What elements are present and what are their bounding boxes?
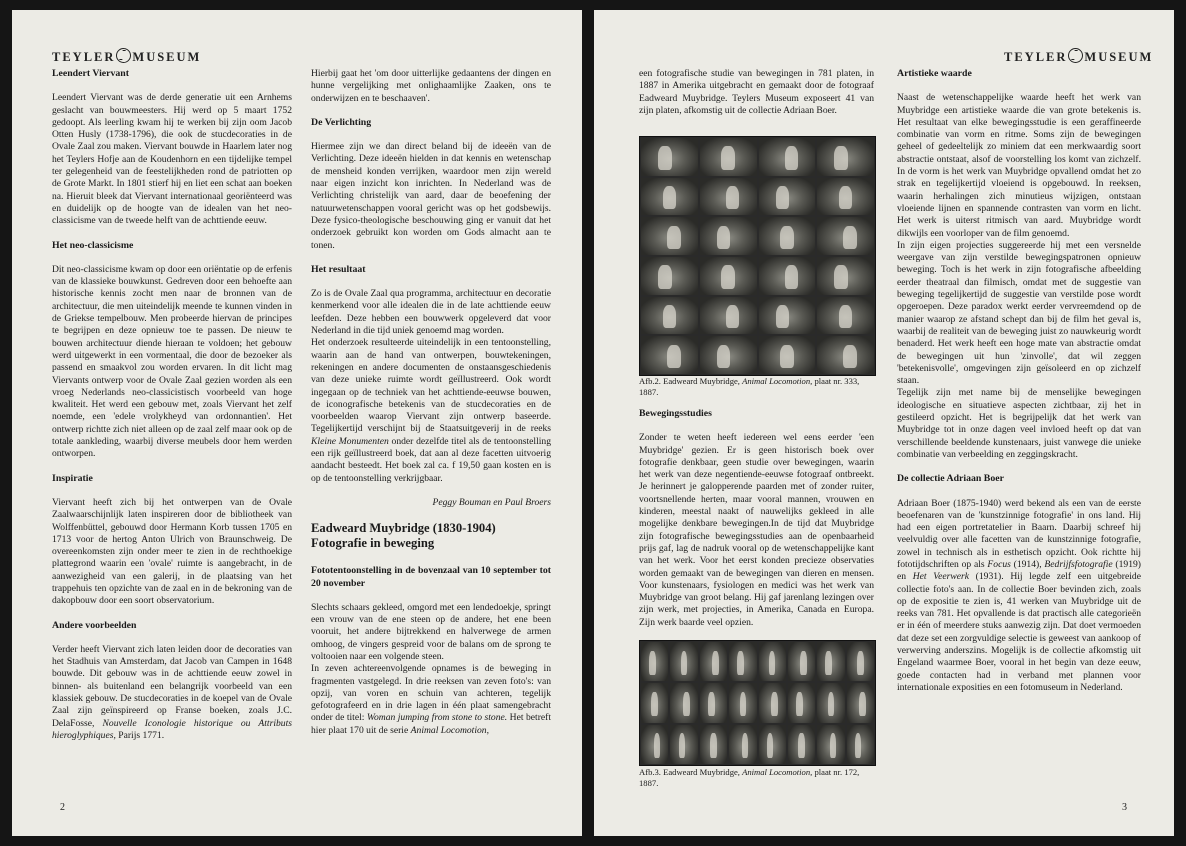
- figure-silhouette: [776, 305, 790, 328]
- masthead-left-word: TEYLER: [1004, 50, 1068, 64]
- left-column-2: [311, 68, 551, 749]
- figure-silhouette: [667, 345, 681, 368]
- photo-frame: [641, 257, 698, 295]
- text-run: (1914),: [1013, 558, 1042, 570]
- photo-frame: [700, 178, 757, 216]
- photo-frame: [759, 257, 816, 295]
- text-run: Het onderzoek resulteerde uiteindelijk in een tentoonstelling, waarin aan de hand van ontwerpen, bouwtekeningen, rekeningen en andere documenten de onstaansgeschiedenis van deze unieke ruimte wordt geïllustreerd. Ook wordt ingegaan op de techniek van het achttiende-eeuwse bouwen, de iconografische betekenis van de stucdecoraties en de voorbeelden waarop Viervant zijn ontwerp baseerde. Tegelijkertijd verschijnt bij de Staatsuitgeverij in de reeks: [311, 337, 551, 435]
- left-page: [12, 10, 582, 836]
- italic-title: Focus: [987, 558, 1011, 570]
- photo-frame: [641, 642, 668, 681]
- article-title: Eadweard Muybridge (1830-1904) Fotografie in beweging: [311, 521, 496, 551]
- figure-silhouette: [769, 651, 776, 675]
- figure-silhouette: [780, 345, 794, 368]
- figure-silhouette: [721, 265, 735, 288]
- page-number: 3: [1122, 802, 1127, 813]
- figure-silhouette: [825, 651, 832, 675]
- figure-silhouette: [726, 305, 740, 328]
- muybridge-photo-plate-172: [639, 640, 876, 766]
- figure-silhouette: [654, 733, 661, 757]
- exhibition-subtitle: Fototentoonstelling in de bovenzaal van 10 september tot 20 november: [311, 565, 551, 589]
- photo-frame: [817, 257, 874, 295]
- figure-silhouette: [717, 226, 731, 249]
- figure-silhouette: [839, 305, 853, 328]
- photo-frame: [700, 217, 757, 255]
- masthead-logo: [1004, 48, 1153, 65]
- paragraph-inspiratie: Viervant heeft zich bij het ontwerpen van de Ovale Zaalwaarschijnlijk laten inspireren door de bibliotheek van Wolffenbüttel, gebouwd door Hermann Korb tussen 1705 en 1713 voor de hertog Anton Ulrich von Braunschweig. De overeenkomsten zijn onder meer te zien in de rechthoekige plattegrond waarin een 'ovale' ruimte is aangebracht, in de aanwezigheid van een galerij, in de plaatsing van het trappehuis ten opzichte van de zaal en in de bekroning van de dakopbouw door een soort observatorium.: [52, 496, 292, 607]
- paragraph-collectie-boer: [897, 498, 1141, 695]
- photo-frame: [788, 642, 815, 681]
- figure-silhouette: [667, 226, 681, 249]
- photo-frame: [670, 725, 697, 764]
- photo-frame: [817, 642, 844, 681]
- text-run: In zeven achtereenvolgende opnames is de beweging in fragmenten vastgelegd. In drie reeksen van zeven foto's: van opzij, van voren en schuin van achteren, tegelijk gefotografeerd en in drie lagen in één plaat samengebracht onder de titel:: [311, 663, 551, 724]
- figure-silhouette: [663, 305, 677, 328]
- figure-silhouette: [855, 733, 862, 757]
- figure-silhouette: [798, 733, 805, 757]
- paragraph-muybridge-2: [311, 663, 551, 737]
- paragraph-intro: een fotografische studie van bewegingen in 781 platen, in 1887 in Amerika uitgebracht en gemaakt door de fotograaf Eadweard Muybridge. Teylers Museum exposeert 41 van zijn platen, afkomstig uit de collectie Adriaan Boer.: [639, 68, 874, 116]
- text-run: Adriaan Boer (1875-1940) werd bekend als een van de eerste beoefenaren van de 'kunstzinnige fotografie' in ons land. Hij had een eigen portretatelier in Baarn. Daarbij schreef hij veelvuldig over alle facetten van de kunstzinnige fotografie, zowel in technisch als in esthetisch opzicht. Ook richtte hij fototijdschriften op als: [897, 497, 1141, 570]
- photo-frame: [847, 683, 874, 722]
- paragraph-neo-classicisme: Dit neo-classicisme kwam op door een oriëntatie op de erfenis van de klassieke bouwkunst. Gedreven door een behoefte aan historische kennis zocht men naar de bronnen van de architectuur, die men uiteindelijk meende te kunnen vinden in de Griekse tempelbouw. Men probeerde hiervan de principes te begrijpen en deze opnieuw toe te passen. De nieuw te bouwen architectuur diende hieraan te voldoen; het gebouw werd uitgewerkt in een vormentaal, die door de bezoeker als passend en smaakvol zou worden ervaren. In dit licht mag Viervants ontwerp voor de Ovale Zaal gezien worden als een vroeg Nederlands neo-classicistisch voorbeeld van hoge kwaliteit. Het werd een gebouw met, zoals Viervant het zelf noemde, een 'edele vrolykheyd van ordonnantien'. Het ontwerp richtte zich niet alleen op de zaal zelf maar ook op de totale aankleding, waarbij diverse meubels door hem werden ontworpen.: [52, 263, 292, 460]
- figure-silhouette: [726, 186, 740, 209]
- photo-frame: [700, 257, 757, 295]
- figure-silhouette: [679, 733, 686, 757]
- photo-frame: [847, 642, 874, 681]
- right-page: [594, 10, 1174, 836]
- figure-silhouette: [843, 345, 857, 368]
- paragraph-continued: Hierbij gaat het 'om door uitterlijke gedaantens der dingen en hunne vergelijking met onlighaamlijke Zaaken, ons te onderwijzen en te beschaaven'.: [311, 68, 551, 104]
- photo-frame: [641, 297, 698, 335]
- text-run: Afb.2. Eadweard Muybridge,: [639, 376, 740, 386]
- heading-viervant: Leendert Viervant: [52, 68, 129, 79]
- photo-frame: [641, 217, 698, 255]
- italic-title: Het Veerwerk: [912, 571, 969, 583]
- text-run: Verder heeft Viervant zich laten leiden door de decoraties van het Stadhuis van Amsterdam, dat Jacob van Campen in 1648 bouwde. Dit gebouw was in de achttiende eeuw zowel in binnen- als buitenland een belangrijk voorbeeld van een klassiek gebouw. De stucdecoraties in de koepel van de Ovale Zaal zijn geïnspireerd op Franse boeken, zoals J.C. DelaFosse,: [52, 643, 292, 729]
- figure-silhouette: [857, 651, 864, 675]
- photo-frame: [788, 683, 815, 722]
- heading-inspiratie: Inspiratie: [52, 472, 93, 484]
- figure-silhouette: [649, 651, 656, 675]
- paragraph-artistieke-3: Tegelijk zijn met name bij de menselijke bewegingen ideologische en situatieve aspecten zichtbaar, zij het in gestileerd opzicht. Het is begrijpelijk dat het werk van Muybridge tot in onze dagen veel invloed heeft op dat van verschillende beeldende kunstenaars, juist vanwege die unieke combinatie van verbeelding en zeggingskracht.: [897, 387, 1141, 460]
- italic-title: Bedrijfsfotografie: [1044, 558, 1113, 570]
- italic-title: Animal Locomotion,: [742, 376, 813, 386]
- figure-silhouette: [834, 265, 848, 288]
- photo-frame: [759, 642, 786, 681]
- figure-silhouette: [663, 186, 677, 209]
- heading-resultaat: Het resultaat: [311, 263, 366, 275]
- left-column-1: [52, 68, 292, 742]
- italic-title: Woman jumping from stone to stone.: [366, 712, 508, 724]
- photo-frame: [700, 683, 727, 722]
- heading-bewegingsstudies: Bewegingsstudies: [639, 408, 712, 419]
- figure-silhouette: [721, 146, 735, 169]
- paragraph-resultaat-2: [311, 337, 551, 485]
- figure-silhouette: [740, 692, 747, 716]
- right-column-1-lower: [639, 408, 874, 641]
- figure-silhouette: [843, 226, 857, 249]
- text-run: plaat nr. 172, 1887.: [639, 767, 860, 788]
- photo-frame: [817, 178, 874, 216]
- text-run: Afb.3. Eadweard Muybridge,: [639, 767, 740, 777]
- figure-silhouette: [859, 692, 866, 716]
- photo-frame: [700, 297, 757, 335]
- photo-frame: [817, 217, 874, 255]
- photo-frame: [759, 683, 786, 722]
- figure-silhouette: [796, 692, 803, 716]
- photo-frame: [817, 683, 844, 722]
- paragraph-verlichting: Hiermee zijn we dan direct beland bij de ideeën van de Verlichting. Deze ideeën hielden in dat kennis en wetenschap de mensheid konden verrijken, waardoor men zijn wereld naar eigen inzicht kon inrichten. In Nederland was de Verlichting christelijk van aard, daar de beoefening der natuurwetenschappen vooral gericht was op het godsbewijs. Deze fysico-theologische beschouwing ging er vanuit dat het onderzoek gebruikt kon worden om Gods almacht aan te tonen.: [311, 141, 551, 251]
- masthead-left-word: TEYLER: [52, 50, 116, 64]
- figure-silhouette: [683, 692, 690, 716]
- photo-frame: [817, 725, 844, 764]
- figure-silhouette: [742, 733, 749, 757]
- muybridge-photo-plate-333: [639, 136, 876, 376]
- masthead-right-word: MUSEUM: [132, 50, 202, 64]
- paragraph-resultaat-1: Zo is de Ovale Zaal qua programma, architectuur en decoratie kenmerkend voor alle idealen die in de late achttiende eeuw leefden. Deze hebben een bouwwerk opgeleverd dat voor Nederland in die tijd uniek genoemd mag worden.: [311, 288, 551, 337]
- caption-afb-2: [639, 376, 874, 397]
- paragraph-artistieke-1: Naast de wetenschappelijke waarde heeft het werk van Muybridge een artistieke waarde die van grote betekenis is. Het resultaat van elke bewegingsstudie is een geraffineerde combinatie van vorm en ritme. Soms zijn de bewegingen geheel of gedeeltelijk zo miniem dat een merkwaardig soort abstractie ontstaat, alsof de voorstelling los komt van zichzelf. In de vorm is het werk van Muybridge opvallend omdat het zo strak en tegelijkertijd vloeiend is opgebouwd. In reeksen, waarin herhalingen zich minutieus wijzigen, ontstaan vloeiende lijnen en spannende contrasten van vorm en licht. Het werk is uiterst ritmisch van aard. Muybridge wordt dikwijls een voorloper van de film genoemd.: [897, 92, 1141, 239]
- figure-silhouette: [834, 146, 848, 169]
- figure-silhouette: [776, 186, 790, 209]
- photo-frame: [817, 138, 874, 176]
- figure-silhouette: [785, 146, 799, 169]
- photo-frame: [700, 138, 757, 176]
- text-run: onder dezelfde titel als de tentoonstelling een rijk geïllustreerd boek, dat aan al deze facetten uitvoerig aandacht besteedt. Het boek zal ca. f 19,50 gaan kosten en is op de tentoonstelling verkrijgbaar.: [311, 435, 551, 484]
- italic-title: Animal Locomotion,: [742, 767, 813, 777]
- masthead-logo: [52, 48, 201, 65]
- figure-silhouette: [710, 733, 717, 757]
- paragraph-muybridge-1: Slechts schaars gekleed, omgord met een lendedoekje, springt een vrouw van de ene steen op de andere, het ene been vooruit, het andere bijtrekkend en halverwege de armen omhoog, de vingers gespreid voor de balans om de sprong te voltooien naar een volgende steen.: [311, 601, 551, 662]
- photo-frame: [700, 725, 727, 764]
- photo-frame: [670, 642, 697, 681]
- figure-silhouette: [658, 265, 672, 288]
- s-emblem-icon: [116, 48, 131, 63]
- italic-title: Animal Locomotion,: [410, 724, 490, 736]
- paragraph-artistieke-2: In zijn eigen projecties suggereerde hij met een versnelde weergave van zijn verstilde bewegingspatronen opnieuw beweging. Toch is het werk in zijn fotografische afbeelding eerder theatraal dan filmisch, omdat met de suggestie van beweging tegelijkertijd de suggestie van verstilde pose wordt opgeroepen. Deze paradox werkt eerder vervreemdend op de manier waarop ze afstand schept dan bij de film het geval is, waarbij de realiteit van de beweging juist zo nauwkeurig wordt benaderd. Het werk heeft een hoge mate van abstractie omdat de bewegingen uit hun 'zinvolle', dat wil zeggen 'betekenisvolle', omgevingen zijn geïsoleerd en op zichzelf staan.: [897, 239, 1141, 387]
- heading-neo-classicisme: Het neo-classicisme: [52, 239, 134, 251]
- masthead-right-word: MUSEUM: [1084, 50, 1154, 64]
- text-run: Parijs 1771.: [118, 729, 165, 741]
- figure-silhouette: [737, 651, 744, 675]
- figure-silhouette: [712, 651, 719, 675]
- figure-silhouette: [658, 146, 672, 169]
- heading-collectie-boer: De collectie Adriaan Boer: [897, 473, 1004, 485]
- heading-artistieke-waarde: Artistieke waarde: [897, 68, 972, 79]
- photo-frame: [641, 725, 668, 764]
- photo-frame: [759, 178, 816, 216]
- photo-frame: [759, 217, 816, 255]
- photo-frame: [700, 336, 757, 374]
- s-emblem-icon: [1068, 48, 1083, 63]
- figure-silhouette: [800, 651, 807, 675]
- paragraph-andere-voorbeelden: [52, 644, 292, 742]
- figure-silhouette: [708, 692, 715, 716]
- text-run: Het betreft hier plaat 170 uit de serie: [311, 712, 552, 736]
- author-signature: Peggy Bouman en Paul Broers: [432, 496, 551, 508]
- photo-frame: [700, 642, 727, 681]
- paragraph-viervant: Leendert Viervant was de derde generatie uit een Arnhems geslacht van bouwmeesters. Hij werd op 5 maart 1752 gedoopt. Als leerling kwam hij te werken bij zijn oom Jacob Otten Husly (1738-1796), die ook de stucdecoraties in de Ovale Zaal zou maken. Viervant bouwde in Haarlem later nog het Teylers Hofje aan de Koudenhorn en een tijdelijke tempel ter gelegenheid van de feestelijkheden rond de patriotten op de Grote Markt. In 1801 stierf hij en liet een schat aan boeken na. Hieruit bleek dat Viervant internationaal georiënteerd was en duidelijk op de hoogte van de idealen van het neo-classicisme van de tweede helft van de achttiende eeuw.: [52, 92, 292, 227]
- photo-frame: [759, 297, 816, 335]
- paragraph-bewegingsstudies: Zonder te weten heeft iedereen wel eens eerder 'een Muybridge' gezien. Er is geen historisch boek over fotografie denkbaar, geen studie over bewegingen, waarin het werk van deze negentiende-eeuwse fotograaf ontbreekt. Je herinnert je galopperende paarden met of zonder ruiter, voortsnellende herten, maar vooral mannen, vrouwen en kinderen, meestal naakt of nauwelijks gekleed in alle mogelijke denkbare bewegingen.In de tijd dat Muybridge zijn fotografische bewegingsstudies aan de openbaarheid prijs gaf, lag de nadruk vooral op de wetenschappelijke kant van het werk. Voor het eerst konden precieze observaties worden gemaakt van de bewegingen van dieren en mensen. Voor kunstenaars, fysiologen en medici was het werk van Muybridge van groot belang. Hij gaf jarenlang lezingen over zijn werk, met projecties, in Amerika, Canada en Europa. Zijn werk baarde veel opzien.: [639, 432, 874, 628]
- figure-silhouette: [771, 692, 778, 716]
- figure-silhouette: [780, 226, 794, 249]
- text-run: (1919) en: [897, 558, 1141, 583]
- photo-frame: [847, 725, 874, 764]
- photo-frame: [641, 336, 698, 374]
- photo-frame: [641, 683, 668, 722]
- caption-afb-3: [639, 767, 874, 788]
- figure-silhouette: [651, 692, 658, 716]
- italic-title: Kleine Monumenten: [311, 435, 389, 447]
- photo-frame: [670, 683, 697, 722]
- photo-frame: [729, 683, 756, 722]
- right-column-1: [639, 68, 874, 129]
- right-column-2: [897, 68, 1141, 706]
- photo-frame: [641, 178, 698, 216]
- figure-silhouette: [830, 733, 837, 757]
- figure-silhouette: [717, 345, 731, 368]
- photo-frame: [817, 336, 874, 374]
- italic-title: Nouvelle Iconologie historique ou Attributs hieroglyphiques,: [52, 717, 292, 741]
- photo-frame: [788, 725, 815, 764]
- photo-frame: [729, 725, 756, 764]
- figure-silhouette: [767, 733, 774, 757]
- figure-silhouette: [681, 651, 688, 675]
- figure-silhouette: [828, 692, 835, 716]
- text-run: (1931). Hij legde zelf een uitgebreide collectie foto's aan. In de collectie Boer bevinden zich, zoals op de expositie te zien is, 41 werken van Muybridge uit de reeks van 781. Het opvallende is dat practisch alle categorieën er in één of meerdere stuks aanwezig zijn. Dat doet vermoeden dat deze set een zorgvuldige selectie is geweest van aankoop of verwerving anderszins. Mogelijk is de collectie afkomstig uit Engeland waarmee Boer, vooral in het begin van deze eeuw, goede contacten had in verband met plannen voor internationale exposities en een fotomuseum in Nederland.: [897, 571, 1141, 693]
- figure-silhouette: [839, 186, 853, 209]
- photo-frame: [641, 138, 698, 176]
- figure-silhouette: [785, 265, 799, 288]
- photo-frame: [759, 725, 786, 764]
- heading-verlichting: De Verlichting: [311, 116, 372, 128]
- photo-frame: [759, 138, 816, 176]
- photo-frame: [759, 336, 816, 374]
- photo-frame: [729, 642, 756, 681]
- text-run: plaat nr. 333, 1887.: [639, 376, 860, 397]
- heading-andere-voorbeelden: Andere voorbeelden: [52, 619, 137, 631]
- photo-frame: [817, 297, 874, 335]
- page-number: 2: [60, 802, 65, 813]
